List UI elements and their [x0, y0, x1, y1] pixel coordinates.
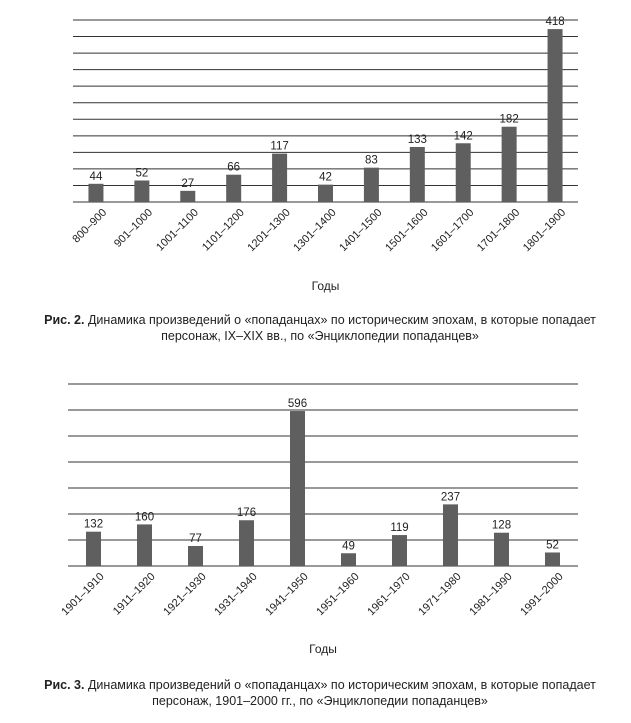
- data-label: 77: [189, 532, 202, 545]
- data-label: 182: [499, 113, 519, 126]
- bar: [137, 524, 152, 566]
- figure-2: [0, 0, 631, 350]
- x-axis-label: Годы: [309, 642, 337, 656]
- tick-label: 1501–1600: [383, 206, 431, 255]
- data-label: 237: [440, 491, 461, 504]
- x-axis-label: Годы: [311, 279, 340, 293]
- tick-label: 1101–1200: [200, 206, 247, 254]
- data-label: 52: [135, 167, 149, 180]
- tick-label: 1921–1930: [161, 570, 209, 619]
- bar: [545, 552, 560, 566]
- data-label: 27: [181, 177, 195, 190]
- data-label: 44: [89, 170, 103, 183]
- bar: [272, 154, 287, 202]
- bar: [88, 184, 103, 202]
- tick-label: 1961–1970: [365, 570, 413, 619]
- bar: [239, 520, 254, 566]
- bar: [180, 191, 195, 202]
- figure-caption: [20, 312, 620, 344]
- data-label: 132: [83, 518, 104, 531]
- bar: [188, 546, 203, 566]
- data-label: 133: [407, 133, 427, 146]
- tick-label: 1801–1900: [520, 206, 569, 255]
- data-label: 160: [134, 511, 155, 524]
- data-label: 42: [319, 171, 332, 184]
- data-label: 418: [545, 16, 565, 29]
- tick-label: 1991–2000: [518, 570, 566, 619]
- bar: [226, 175, 241, 202]
- bar-chart-fig3: [0, 375, 631, 655]
- tick-label: 1901–1910: [59, 570, 107, 619]
- figure-caption: [20, 677, 620, 709]
- tick-label: 800–900: [70, 206, 110, 246]
- tick-label: 1301–1400: [291, 206, 339, 255]
- bar: [392, 535, 407, 566]
- tick-label: 1931–1940: [212, 570, 260, 619]
- bar: [410, 147, 425, 202]
- caption-prefix: Рис. 3.: [44, 678, 85, 692]
- caption-prefix: Рис. 2.: [44, 313, 85, 327]
- data-label: 83: [365, 154, 378, 167]
- data-label: 49: [342, 540, 355, 553]
- tick-label: 1401–1500: [337, 206, 385, 255]
- bar: [364, 168, 379, 202]
- data-label: 142: [453, 130, 473, 143]
- bar: [456, 143, 471, 202]
- data-label: 596: [287, 398, 308, 411]
- figure-3: [0, 375, 631, 723]
- tick-label: 1941–1950: [263, 570, 311, 619]
- bar: [318, 185, 333, 202]
- data-label: 128: [491, 519, 512, 532]
- bar-chart-fig2: [0, 0, 631, 300]
- tick-label: 901–1000: [111, 206, 156, 250]
- tick-label: 1981–1990: [467, 570, 515, 619]
- data-label: 176: [236, 507, 257, 520]
- bar: [548, 29, 563, 202]
- data-label: 66: [227, 161, 241, 174]
- bar: [443, 504, 458, 566]
- bar: [494, 533, 509, 566]
- tick-label: 1911–1920: [110, 570, 158, 618]
- tick-label: 1001–1100: [154, 206, 201, 254]
- tick-label: 1201–1300: [245, 206, 293, 255]
- caption-text: Динамика произведений о «попаданцах» по историческим эпохам, в которые попадает персонаж, IX–XIX вв., по «Энциклопедии попаданцев»: [87, 313, 596, 343]
- data-label: 119: [390, 522, 409, 535]
- tick-label: 1971–1980: [416, 570, 464, 619]
- data-label: 117: [270, 140, 289, 153]
- tick-label: 1701–1800: [474, 206, 523, 255]
- data-label: 52: [546, 539, 559, 552]
- tick-label: 1601–1700: [429, 206, 477, 255]
- bar: [86, 532, 101, 566]
- bar: [341, 553, 356, 566]
- tick-label: 1951–1960: [314, 570, 362, 619]
- bar: [134, 180, 149, 202]
- bar: [502, 127, 517, 202]
- bar: [290, 411, 305, 566]
- caption-text: Динамика произведений о «попаданцах» по историческим эпохам, в которые попадает персонаж, 1901–2000 гг., по «Энциклопедии попаданцев»: [87, 678, 596, 708]
